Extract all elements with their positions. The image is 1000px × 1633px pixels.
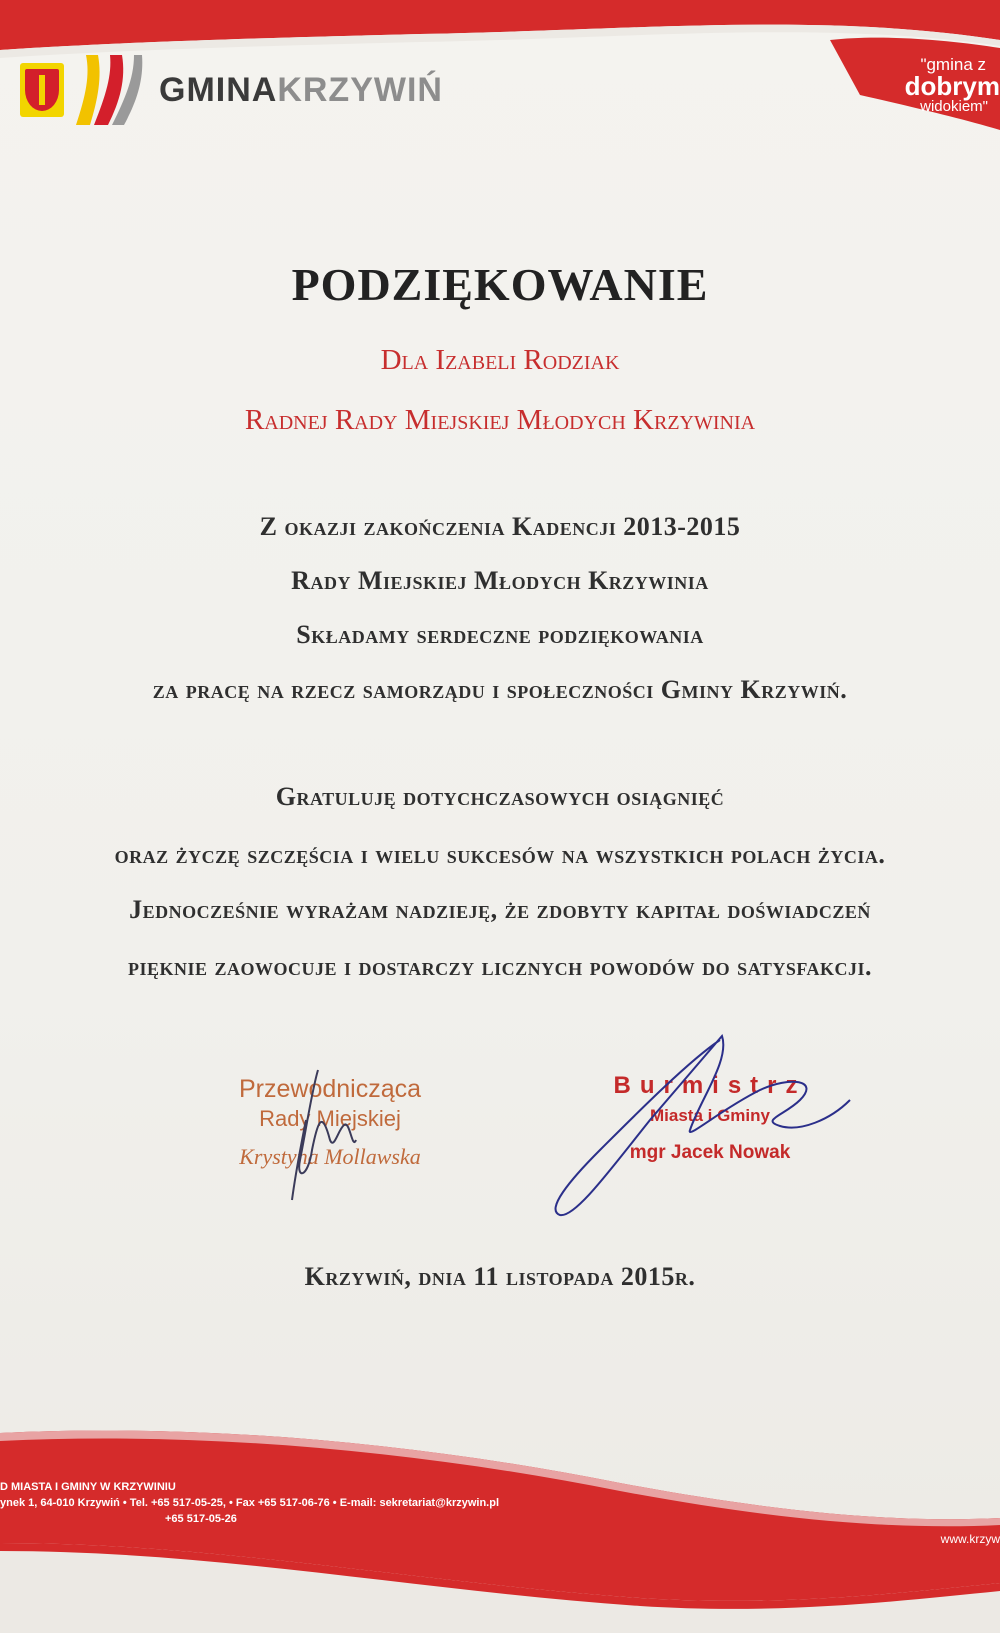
footer-office-name: D MIASTA I GMINY W KRZYWINIU: [0, 1481, 176, 1493]
signer-body: Miasta i Gminy: [650, 1106, 770, 1125]
body-line: Gratuluję dotychczasowych osiągnięć: [275, 782, 725, 811]
recipient-name: Dla Izabeli Rodziak: [380, 344, 620, 376]
document-title: PODZIĘKOWANIE: [291, 259, 709, 310]
signer-name: Krystyna Mollawska: [239, 1144, 421, 1169]
signature-block-mayor: [590, 1072, 830, 1164]
signer-role: Burmistrz: [613, 1072, 807, 1099]
slogan-line-1: "gmina z: [920, 55, 986, 74]
signer-role: Przewodnicząca: [238, 1075, 422, 1103]
logo-stripes-icon: [68, 55, 153, 125]
body-line: Jednocześnie wyrażam nadzieję, że zdobyty kapitał doświadczeń: [129, 895, 871, 924]
logo-word-gmina: GMINA: [159, 70, 278, 109]
footer-phone: +65 517-05-26: [165, 1512, 237, 1525]
logo-word-krzywin: KRZYWIŃ: [277, 70, 443, 109]
footer-contact: [0, 1480, 600, 1528]
footer-address: ynek 1, 64-010 Krzywiń • Tel. +65 517-05-25, • Fax +65 517-06-76 • E-mail: sekretariat@krzywin.pl: [0, 1496, 500, 1509]
footer-website: www.krzyw: [940, 1532, 1000, 1546]
body-line: Składamy serdeczne podziękowania: [296, 620, 704, 649]
slogan: [880, 56, 1000, 114]
body-line: oraz życzę szczęścia i wielu sukcesów na wszystkich polach życia.: [114, 840, 886, 869]
document-date: Krzywiń, dnia 11 listopada 2015r.: [304, 1262, 696, 1291]
body-line: Z okazji zakończenia Kadencji 2013-2015: [259, 512, 741, 541]
body-line: pięknie zaowocuje i dostarczy licznych powodów do satysfakcji.: [127, 952, 873, 981]
signer-body: Rady Miejskiej: [259, 1106, 401, 1131]
body-line: Rady Miejskiej Młodych Krzywinia: [291, 566, 709, 595]
gmina-logo: [20, 55, 443, 125]
signer-name: mgr Jacek Nowak: [629, 1142, 791, 1163]
signature-block-chairwoman: [180, 1075, 480, 1170]
coat-of-arms-icon: [20, 63, 64, 117]
slogan-line-2: dobrym: [904, 71, 1000, 101]
logo-wordmark: [159, 71, 443, 110]
slogan-line-3: widokiem": [920, 98, 988, 115]
recipient-role: Radnej Rady Miejskiej Młodych Krzywinia: [244, 404, 756, 436]
body-line: za pracę na rzecz samorządu i społeczności Gminy Krzywiń.: [152, 675, 848, 704]
